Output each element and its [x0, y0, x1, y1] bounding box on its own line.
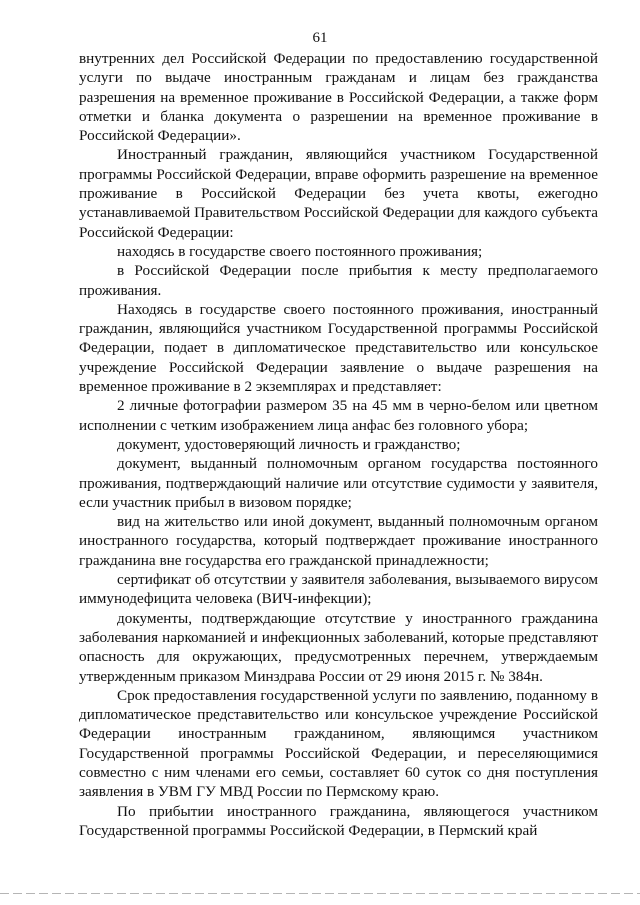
- page-bottom-rule: [0, 893, 640, 894]
- list-item-after-arrival: в Российской Федерации после прибытия к месту предполагаемого проживания.: [79, 262, 598, 299]
- list-item-residence-permit: вид на жительство или иной документ, выданный полномочным органом иностранного государства, который подтверждает проживание иностранного гражданина вне государства его гражданской принадлежности;: [79, 513, 598, 569]
- paragraph-arrival: По прибытии иностранного гражданина, являющегося участником Государственной программы Российской Федерации, в Пермский край: [79, 802, 598, 839]
- list-item-identity-document: документ, удостоверяющий личность и гражданство;: [117, 435, 461, 453]
- page-number: 61: [312, 30, 328, 46]
- paragraph-continuation: внутренних дел Российской Федерации по предоставлению государственной услуги по выдаче иностранным гражданам и лицам без гражданства разрешения на временное проживание в Российской Федерации, а также форм отметки и бланка документа о разрешении на временное проживание в Российской Федерации».: [79, 50, 598, 145]
- list-item-health-documents: документы, подтверждающие отсутствие у иностранного гражданина заболевания наркоманией и инфекционных заболеваний, которые представляют опасность для окружающих, предусмотренных перечнем, утверждаемым утвержденным приказом Минздрава России от 29 июня 2015 г. № 384н.: [79, 609, 598, 685]
- paragraph-application: Находясь в государстве своего постоянного проживания, иностранный гражданин, являющийся участником Государственной программы Российской Федерации, подает в дипломатическое представительство или консульское учреждение Российской Федерации заявление о выдаче разрешения на временное проживание в 2 экземплярах и представляет:: [79, 300, 598, 396]
- body-text: [79, 49, 598, 840]
- list-item-home-country: находясь в государстве своего постоянного проживания;: [117, 242, 483, 260]
- paragraph-service-term: Срок предоставления государственной услуги по заявлению, поданному в дипломатическое представительство или консульское учреждение Российской Федерации иностранным гражданином, являющимся участником Государственной программы Российской Федерации, и переселяющимися совместно с ним членами его семьи, составляет 60 суток со дня поступления заявления в УВМ ГУ МВД России по Пермскому краю.: [79, 686, 598, 801]
- list-item-hiv-certificate: сертификат об отсутствии у заявителя заболевания, вызываемого вирусом иммунодефицита человека (ВИЧ-инфекции);: [79, 571, 598, 608]
- list-item-criminal-record: документ, выданный полномочным органом государства постоянного проживания, подтверждающий наличие или отсутствие судимости у заявителя, если участник прибыл в визовом порядке;: [79, 455, 598, 511]
- list-item-photos: 2 личные фотографии размером 35 на 45 мм в черно-белом или цветном исполнении с четким изображением лица анфас без головного убора;: [79, 397, 598, 434]
- paragraph-eligibility: Иностранный гражданин, являющийся участником Государственной программы Российской Федерации, вправе оформить разрешение на временное проживание в Российской Федерации без учета квоты, ежегодно устанавливаемой Правительством Российской Федерации для каждого субъекта Российской Федерации:: [79, 146, 598, 241]
